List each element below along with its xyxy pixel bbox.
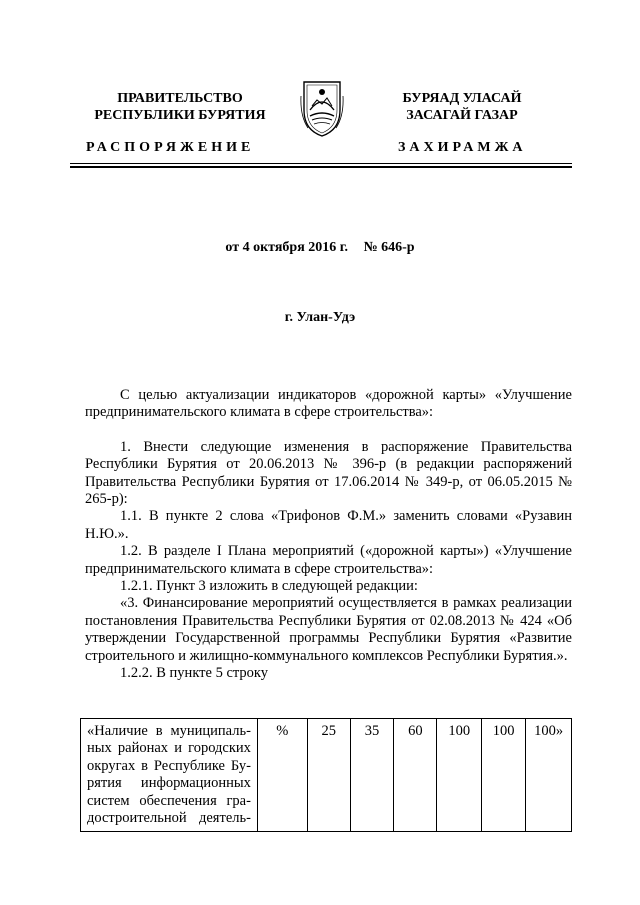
value-cell: 100 <box>481 719 525 832</box>
desc-line: достроительной деятель- <box>87 810 251 827</box>
indicator-description-cell <box>81 719 258 832</box>
paragraph-quote-3: «3. Финансирование мероприятий осуществляется в рамках реализации постановления Правительства Республики Бурятия от 02.08.2013 № 424 «Об утверждении Государственной программы Республики Бурятия «Развитие строительного и жилищно-коммунального комплексов Республики Бурятия.». <box>85 595 572 664</box>
paragraph-item-1-1: 1.1. В пункте 2 слова «Трифонов Ф.М.» заменить словами «Рузавин Н.Ю.». <box>85 508 572 542</box>
paragraph-item-1: 1. Внести следующие изменения в распоряжение Правительства Республики Бурятия от 20.06.2013 № 396-р (в редакции распоряжений Правительства Республики Бурятия от 17.06.2014 № 349-р, от 06.05.2015 № 265-р): <box>85 438 572 508</box>
document-number: № 646-р <box>363 240 415 255</box>
indicator-table <box>80 718 572 832</box>
desc-line: округах в Республике Бу- <box>87 757 251 774</box>
value-cell: 60 <box>394 719 437 832</box>
paragraph-intro: С целью актуализации индикаторов «дорожной карты» «Улучшение предпринимательского климата в сфере строительства»: <box>85 387 572 421</box>
header-right-line2: ЗАСАГАЙ ГАЗАР <box>406 108 518 123</box>
paragraph-item-1-2: 1.2. В разделе I Плана мероприятий («дорожной карты») «Улучшение предпринимательского климата в сфере строительства»: <box>85 543 572 577</box>
document-city: г. Улан-Удэ <box>284 310 356 325</box>
value-cell: 100 <box>437 719 481 832</box>
value-cell: 25 <box>307 719 350 832</box>
header-left-block <box>70 90 290 124</box>
header-left-line1: ПРАВИТЕЛЬСТВО <box>117 91 243 106</box>
table-row <box>81 719 572 832</box>
doc-type-left: РАСПОРЯЖЕНИЕ <box>86 140 255 155</box>
value-cell: 35 <box>350 719 393 832</box>
document-body <box>85 387 572 683</box>
paragraph-item-1-2-2: 1.2.2. В пункте 5 строку <box>120 665 268 682</box>
header-right-line1: БУРЯАД УЛАСАЙ <box>402 91 522 106</box>
doc-type-right: ЗАХИРАМЖА <box>398 140 527 155</box>
header-rule-thin <box>70 163 572 164</box>
header-rule-thick <box>70 166 572 168</box>
desc-line: рятия информационных <box>87 775 251 792</box>
document-date: от 4 октября 2016 г. <box>225 240 349 255</box>
desc-line: систем обеспечения гра- <box>87 792 251 809</box>
date-number-line <box>0 240 640 256</box>
buryatia-coat-of-arms-icon <box>300 76 344 138</box>
desc-line: ных районах и городских <box>87 740 251 757</box>
unit-cell: % <box>257 719 307 832</box>
paragraph-item-1-2-1: 1.2.1. Пункт 3 изложить в следующей редакции: <box>120 578 418 595</box>
value-cell: 100» <box>526 719 572 832</box>
header-left-line2: РЕСПУБЛИКИ БУРЯТИЯ <box>94 108 266 123</box>
desc-line: «Наличие в муниципаль- <box>87 723 251 739</box>
header-right-block <box>352 90 572 124</box>
